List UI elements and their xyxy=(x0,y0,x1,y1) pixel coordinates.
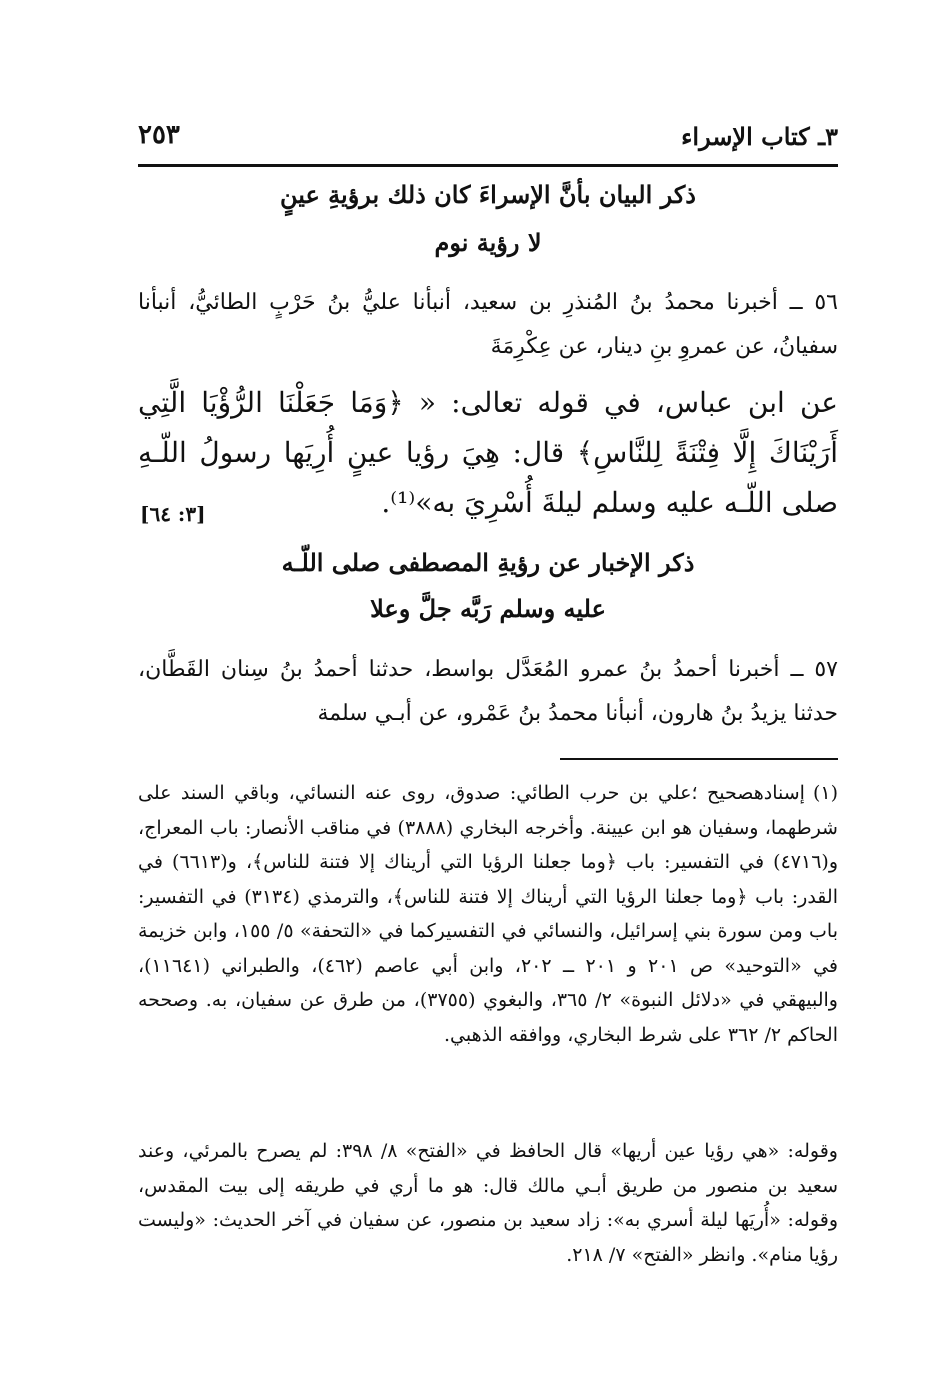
footnote-text: إسنادهصحيح ؛علي بن حرب الطائي: صدوق، روى عنه النسائي، وباقي السند على شرطهما، وسفيان هو ابن عيينة. وأخرجه البخاري (٣٨٨٨) في مناقب الأنصار: باب المعراج، و(٤٧١٦) في التفسير: باب ﴿وما جعلنا الرؤيا التي أريناك إلا فتنة للناس﴾، و(٦٦١٣) في القدر: باب ﴿وما جعلنا الرؤيا التي أريناك إلا فتنة للناس﴾، والترمذي (٣١٣٤) في التفسير: باب ومن سورة بني إسرائيل، والنسائي في التفسيركما في «التحفة» ٥/ ١٥٥، وابن خزيمة في «التوحيد» ص ٢٠١ و ٢٠١ ــ ٢٠٢، وابن أبي عاصم (٤٦٢)، والطبراني (١١٦٤١)، والبيهقي في «دلائل النبوة» ٢/ ٣٦٥، والبغوي (٣٧٥٥)، من طرق عن سفيان، به. وصححه الحاكم ٢/ ٣٦٢ على شرط البخاري، ووافقه الذهبي. xyxy=(138,782,838,1046)
running-header xyxy=(138,118,838,158)
section-heading-1a: ذكر البيان بأنَّ الإسراءَ كان ذلك برؤيةِ عينٍ xyxy=(279,180,696,209)
chapter-title: ٣ـ كتاب الإسراء xyxy=(681,122,838,151)
footnote-1 xyxy=(138,776,838,1052)
header-rule xyxy=(138,164,838,167)
section-heading-2b: عليه وسلم رَبَّه جلَّ وعلا xyxy=(370,594,606,623)
footnote-number: (١) xyxy=(812,782,838,804)
hadith-56-isnad: ٥٦ ــ أخبرنا محمدُ بنُ المُنذرِ بن سعيد، أنبأنا عليُّ بنُ حَرْبٍ الطائيُّ، أنبأنا سفيانُ، عن عمروِ بنِ دينار، عن عِكْرِمَةَ xyxy=(138,290,838,359)
footnote-1-continued: وقوله: «هي رؤيا عين أريها» قال الحافظ في «الفتح» ٨/ ٣٩٨: لم يصرح بالمرئي، وعند سعيد بن منصور من طريق أبـي مالك قال: هو ما أري في طريقه إلى بيت المقدس، وقوله: «أُريَها ليلة أسري به»: زاد سعيد بن منصور، عن سفيان في آخر الحديث: «وليست رؤيا منام». وانظر «الفتح» ٧/ ٢١٨. xyxy=(138,1140,838,1266)
hadith-57-isnad: ٥٧ ــ أخبرنا أحمدُ بنُ عمرو المُعَدَّل بواسط، حدثنا أحمدُ بنُ سِنان القَطَّان، حدثنا يزيدُ بنُ هارون، أنبأنا محمدُ بنُ عَمْرو، عن أبـي سلمة xyxy=(138,657,838,726)
section-heading-2a: ذكر الإخبار عن رؤيةِ المصطفى صلى اللّـه xyxy=(281,548,695,577)
section-heading-1b: لا رؤية نوم xyxy=(434,228,542,257)
hadith-56-matn: عن ابن عباس، في قوله تعالى: « ﴿وَمَا جَعَلْنَا الرُّؤْيَا الَّتِي أَرَيْنَاكَ إِلَّا فِتْنَةً لِلنَّاسِ﴾ قال: هِيَ رؤيا عينٍ أُرِيَها رسولُ اللّـهِ صلى اللّـه عليه وسلم ليلةَ أُسْرِيَ به»⁽¹⁾. xyxy=(138,386,838,519)
footnote-rule xyxy=(560,758,838,760)
page-number: ٢٥٣ xyxy=(138,120,180,150)
hadith-56-reference: [٣: ٦٤] xyxy=(140,502,206,526)
